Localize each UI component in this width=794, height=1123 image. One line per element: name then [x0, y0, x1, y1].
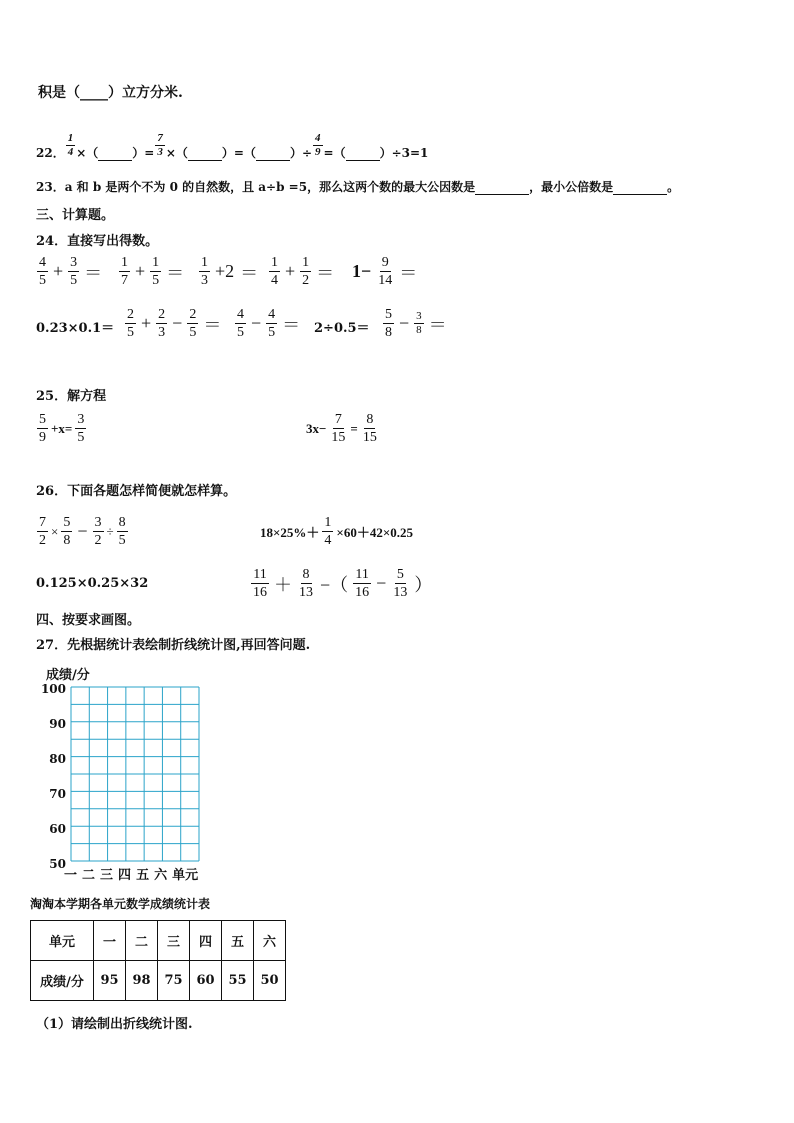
- table-cell: 95: [94, 961, 126, 1001]
- q26-expr-3: 0.125×0.25×32: [36, 576, 149, 591]
- x-tick: 五: [136, 868, 150, 883]
- q23-text-1: 23．a 和 b 是两个不为 0 的自然数，且 a÷b =5，那么这两个数的最大公因数是: [36, 180, 476, 194]
- q24-expr-7: $\frac{2}{5}$ + $\frac{2}{3}$ − $\frac{2}{5}$ ＝: [127, 307, 222, 340]
- y-tick: 60: [49, 822, 66, 836]
- q22-blank-2[interactable]: [188, 148, 222, 161]
- q26-expr-4: $\frac{11}{16}$ ＋ $\frac{8}{13}$ −（ $\frac{11}{16}$ − $\frac{5}{13}$ ）: [253, 567, 433, 600]
- q26-expr-2: 18×25%＋ $\frac{1}{4}$ ×60＋42×0.25: [260, 515, 413, 548]
- q23-text-2: ，最小公倍数是: [529, 180, 614, 194]
- q26-expr-1: $\frac{7}{2}$ × $\frac{5}{8}$ − $\frac{3}{2}$ ÷ $\frac{8}{5}$: [39, 515, 126, 548]
- table-row-label: 成绩/分: [31, 961, 94, 1001]
- q25-equation-1: $\frac{5}{9}$ +x= $\frac{3}{5}$: [39, 412, 85, 445]
- table-cell: 98: [126, 961, 158, 1001]
- score-table: [30, 920, 286, 1001]
- table-header-cell: 六: [254, 921, 286, 961]
- table-row: [31, 961, 286, 1001]
- q23-blank-gcd[interactable]: [475, 182, 529, 195]
- y-tick: 80: [49, 752, 66, 766]
- x-tick: 六: [154, 868, 168, 883]
- table-header-cell: 五: [222, 921, 254, 961]
- table-header-cell: 二: [126, 921, 158, 961]
- x-ticks: [64, 864, 198, 883]
- q22-line: [36, 117, 428, 161]
- q25-equation-2: 3x− $\frac{7}{15}$ = $\frac{8}{15}$: [306, 412, 377, 445]
- table-row: [31, 921, 286, 961]
- x-tick: 二: [82, 868, 96, 883]
- q24-expr-5: 1− $\frac{9}{14}$ ＝: [352, 255, 418, 288]
- q24-title: 24．直接写出得数。: [36, 234, 159, 249]
- table-header-cell: 三: [158, 921, 190, 961]
- section-4-heading: 四、按要求画图。: [36, 613, 141, 628]
- table-cell: 55: [222, 961, 254, 1001]
- q22-text-5: ）÷3=1: [379, 146, 429, 160]
- q22-text-2: ）=（: [221, 146, 256, 160]
- x-tick: 一: [64, 868, 78, 883]
- q22-text-4: =（: [323, 146, 346, 160]
- q22-frac-2: $\frac{7}{3}$: [157, 132, 163, 158]
- table-caption: 淘淘本学期各单元数学成绩统计表: [30, 897, 211, 911]
- q24-expr-1: [36, 254, 104, 289]
- table-header-cell: 单元: [31, 921, 94, 961]
- y-tick: 70: [49, 787, 66, 801]
- q24-expr-10: $\frac{5}{8}$ − $\frac{3}{8}$ ＝: [385, 307, 447, 340]
- q24-expr-8: $\frac{4}{5}$ − $\frac{4}{5}$ ＝: [237, 307, 301, 340]
- y-tick: 100: [40, 682, 66, 696]
- q26-title: 26．下面各题怎样简便就怎样算。: [36, 484, 237, 499]
- frac: $\frac{4}{5}$: [39, 255, 46, 288]
- q22-text-1: ）=: [132, 146, 155, 160]
- y-tick: 50: [49, 857, 66, 871]
- chart-y-label: 成绩/分: [46, 668, 90, 683]
- x-tick: 四: [118, 868, 132, 883]
- y-tick: 90: [49, 717, 66, 731]
- blank-grid[interactable]: [70, 686, 200, 862]
- q25-title: 25．解方程: [36, 389, 107, 404]
- q23-line: [36, 178, 679, 195]
- q23-blank-lcm[interactable]: [613, 182, 667, 195]
- q24-expr-3: $\frac{1}{3}$ +2 ＝: [201, 255, 259, 288]
- section-3-heading: 三、计算题。: [36, 208, 115, 223]
- y-ticks: [34, 682, 74, 872]
- q22-text-3: ）÷: [289, 146, 313, 160]
- equals: ＝: [84, 262, 103, 283]
- x-unit: 单元: [172, 868, 199, 883]
- table-header-cell: 一: [94, 921, 126, 961]
- table-cell: 75: [158, 961, 190, 1001]
- x-tick: 三: [100, 868, 114, 883]
- q22-number: 22．: [36, 146, 65, 160]
- q22-blank-4[interactable]: [346, 148, 380, 161]
- q27-title: 27．先根据统计表绘制折线统计图,再回答问题.: [36, 638, 311, 653]
- q22-blank-3[interactable]: [256, 148, 290, 161]
- q24-expr-4: $\frac{1}{4}$ + $\frac{1}{2}$ ＝: [271, 255, 335, 288]
- frac: $\frac{3}{5}$: [70, 255, 78, 288]
- q22-times-2: ×（: [165, 146, 188, 160]
- q22-frac-3: $\frac{4}{9}$: [315, 132, 321, 158]
- q24-expr-6: 0.23×0.1＝: [36, 321, 115, 336]
- table-cell: 60: [190, 961, 222, 1001]
- q21-tail: 积是（____）立方分米.: [38, 85, 183, 101]
- q24-expr-9: 2÷0.5＝: [314, 321, 370, 336]
- table-header-cell: 四: [190, 921, 222, 961]
- q24-expr-2: $\frac{1}{7}$ + $\frac{1}{5}$ ＝: [121, 255, 185, 288]
- q27-sub-1: （1）请绘制出折线统计图.: [36, 1017, 193, 1032]
- q22-times-1: ×（: [76, 146, 99, 160]
- operator: +: [53, 261, 64, 281]
- q23-text-3: 。: [667, 180, 680, 194]
- table-cell: 50: [254, 961, 286, 1001]
- q22-blank-1[interactable]: [98, 148, 132, 161]
- q22-frac-1: $\frac{1}{4}$: [67, 132, 74, 158]
